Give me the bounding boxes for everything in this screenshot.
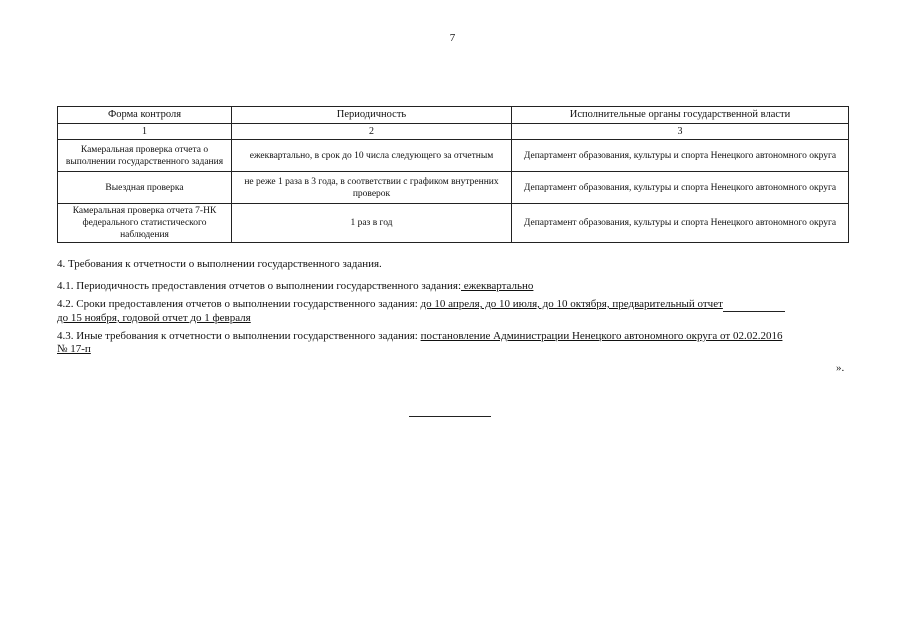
section-4-title: 4. Требования к отчетности о выполнении государственного задания. bbox=[57, 258, 382, 270]
table-cell: 1 раз в год bbox=[232, 204, 512, 243]
paragraph-4-1-label: 4.1. Периодичность предоставления отчетов о выполнении государственного задания: bbox=[57, 280, 462, 292]
column-number: 2 bbox=[232, 124, 512, 140]
table-cell: Выездная проверка bbox=[58, 172, 232, 204]
paragraph-4-3 bbox=[57, 330, 847, 356]
paragraph-4-3-value-line2: № 17-п bbox=[57, 343, 91, 355]
paragraph-4-3-label: 4.3. Иные требования к отчетности о выполнении государственного задания: bbox=[57, 330, 418, 342]
fill-line bbox=[723, 298, 785, 312]
header-executive-bodies: Исполнительные органы государственной власти bbox=[512, 107, 849, 124]
table-cell: ежеквартально, в срок до 10 числа следующего за отчетным bbox=[232, 140, 512, 172]
paragraph-4-3-value-line1: постановление Администрации Ненецкого автономного округа от 02.02.2016 bbox=[420, 330, 783, 342]
page-number: 7 bbox=[449, 32, 456, 44]
table-cell: Департамент образования, культуры и спорта Ненецкого автономного округа bbox=[512, 140, 849, 172]
table-cell: Департамент образования, культуры и спорта Ненецкого автономного округа bbox=[512, 204, 849, 243]
paragraph-4-1 bbox=[57, 280, 847, 293]
table-cell: Камеральная проверка отчета о выполнении государственного задания bbox=[58, 140, 232, 172]
control-table bbox=[57, 106, 849, 243]
table-cell: Департамент образования, культуры и спорта Ненецкого автономного округа bbox=[512, 172, 849, 204]
column-number: 1 bbox=[58, 124, 232, 140]
paragraph-4-1-value: ежеквартально bbox=[461, 280, 534, 292]
paragraph-4-2-value-line2: до 15 ноября, годовой отчет до 1 февраля bbox=[57, 312, 251, 324]
closing-quote: ». bbox=[836, 362, 845, 374]
column-number: 3 bbox=[512, 124, 849, 140]
table-row bbox=[58, 140, 849, 172]
separator-line bbox=[409, 416, 491, 417]
table-row bbox=[58, 204, 849, 243]
table-column-numbers bbox=[58, 124, 849, 140]
paragraph-4-2-value-line1: до 10 апреля, до 10 июля, до 10 октября, предварительный отчет bbox=[420, 298, 723, 310]
header-periodicity: Периодичность bbox=[232, 107, 512, 124]
table-cell: не реже 1 раза в 3 года, в соответствии с графиком внутренних проверок bbox=[232, 172, 512, 204]
table-header-row bbox=[58, 107, 849, 124]
header-control-form: Форма контроля bbox=[58, 107, 232, 124]
table-row bbox=[58, 172, 849, 204]
table-cell: Камеральная проверка отчета 7-НК федерального статистического наблюдения bbox=[58, 204, 232, 243]
paragraph-4-2 bbox=[57, 298, 847, 325]
paragraph-4-2-label: 4.2. Сроки предоставления отчетов о выполнении государственного задания: bbox=[57, 298, 421, 310]
